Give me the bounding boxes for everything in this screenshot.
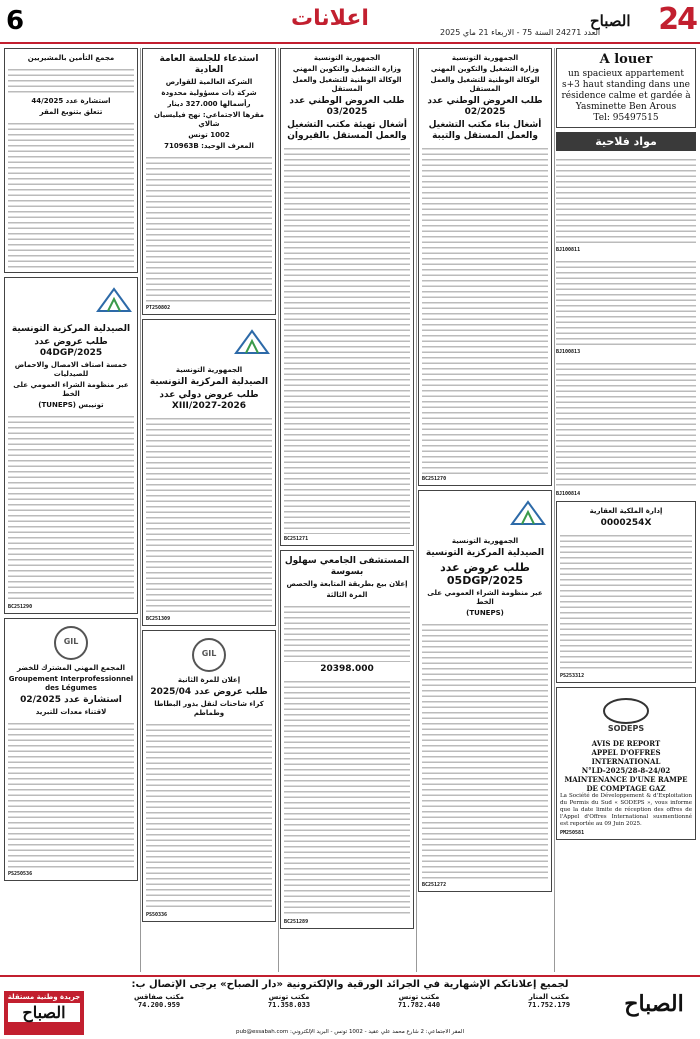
ad-heading: طلب عروض عدد 2025/04 [150, 686, 268, 697]
issue-info: العدد 24271 السنة 75 - الاربعاء 21 ماي 2025 [440, 28, 601, 37]
ad-subtitle: خمسة اصناف الامصال والاحماض للصيدليات [14, 360, 128, 378]
ad-heading: استشارة عدد 02/2025 [20, 694, 122, 705]
ad-title: الجمهورية التونسية [175, 365, 243, 374]
avis-title: AVIS DE REPORT [591, 739, 661, 748]
ad-org-fr: Groupement Interprofessionnel des Légumes [8, 674, 134, 692]
ad-body [8, 412, 134, 602]
ad-ref: PT250802 [146, 305, 171, 311]
ad-address-2: 1002 تونس [188, 131, 230, 139]
ad-notice: استشارة عدد 44/2025 [31, 97, 111, 105]
column-c [142, 48, 276, 972]
ad-body [146, 414, 272, 614]
ad-ref: PS50336 [146, 911, 168, 918]
ad-ref: PM250581 [560, 830, 585, 836]
ad-ref: BC251272 [422, 881, 447, 888]
ad-body [146, 153, 272, 303]
gie-logo-icon: GIL [54, 626, 88, 660]
ad-subtitle-2: (TUNEPS) [466, 608, 504, 617]
ad-body [8, 65, 134, 95]
ad-hospital [280, 550, 414, 929]
section-title: اعلانات [291, 6, 369, 31]
footer-address: المقر الاجتماعي: 2 شارع محمد علي عقيد - 1002 تونس - البريد الإلكتروني: pub@essabah.com [235, 1029, 464, 1035]
column-b [280, 48, 414, 972]
ad-title: المستشفى الجامعي سهلول بسوسة [284, 556, 410, 577]
ad-body-2 [8, 119, 134, 269]
ad-body [560, 531, 692, 671]
ad-subtitle-3: تونيبس (TUNEPS) [38, 400, 104, 409]
column-divider [416, 48, 417, 972]
ad-title: إعلان للمرة الثانية [177, 675, 241, 684]
footer-office-tunis-2 [350, 993, 488, 1027]
ad-subtitle: المرة الثالثة [326, 591, 368, 599]
ad-org: الصيدلية المركزية التونسية [11, 323, 131, 334]
ad-body [146, 720, 272, 910]
agri-notice-2 [556, 257, 696, 347]
office-phone: 71.752.179 [527, 1001, 571, 1009]
footer-logo [4, 991, 84, 1035]
office-name: مكتب صفاقس [133, 993, 185, 1001]
ad-heading: طلب العروض الوطني عدد 02/2025 [427, 96, 543, 117]
ad-rc: المعرف الوحيد: 710963B [164, 142, 254, 150]
office-phone: 71.782.440 [397, 1001, 441, 1009]
footer-office-tunis [220, 993, 358, 1027]
avis-number: N°LD-2025/28-8-24/02 [581, 766, 671, 775]
ad-ref: BJ100813 [556, 349, 581, 355]
pharmacy-logo-icon [232, 327, 272, 357]
ad-heading-2: أشغال بناء مكتب التشغيل والعمل المستقل والتيبة [428, 120, 542, 141]
ad-body [422, 144, 548, 474]
ad-ref: PS250536 [8, 870, 33, 877]
ad-vegetables-consult [4, 618, 138, 881]
column-d [4, 48, 138, 972]
ad-body [284, 602, 410, 662]
ad-subtitle: عبر منظومة الشراء العمومي على الخط [427, 588, 543, 606]
ad-heading: طلب عروض عدد 05DGP/2025 [440, 560, 530, 587]
ad-title: مجمع التأمين بالمشيريين [27, 54, 115, 62]
ad-ref: BC251289 [284, 919, 309, 925]
rent-text: un spacieux appartement s+3 haut standing dans une résidence calme et gardée à Yasminette Ben Arous [561, 69, 691, 112]
office-phone: 71.358.033 [267, 1001, 311, 1009]
ad-general-assembly [142, 48, 276, 315]
ad-body [8, 719, 134, 869]
ad-employment-03 [280, 48, 414, 546]
footer-masthead [614, 991, 694, 1031]
footer-masthead-name: الصباح [624, 991, 684, 1017]
ad-heading-2: أشغال تهيئة مكتب التشغيل والعمل المستقل بالقيروان [287, 120, 407, 141]
footer-office-manar [480, 993, 618, 1027]
ad-pharmacy-05 [418, 490, 552, 892]
ad-subtitle: كراء شاحنات لنقل بذور البطاطا وطماطم [154, 699, 264, 717]
column-divider [554, 48, 555, 972]
office-name: مكتب تونس [398, 993, 440, 1001]
ad-title: المجمع المهني المشترك للخضر [16, 663, 126, 672]
sodeps-logo-icon [596, 695, 656, 735]
ad-ref: BC251290 [8, 603, 33, 610]
pharmacy-logo-icon [508, 498, 548, 528]
ad-heading: طلب العروض الوطني عدد 03/2025 [289, 96, 405, 117]
ad-heading: طلب عروض دولي عدد 2026-XIII/2027 [159, 389, 259, 411]
column-divider [140, 48, 141, 972]
ad-agency: الوكالة الوطنية للتشغيل والعمل المستقل [292, 76, 402, 93]
ad-agency: الوكالة الوطنية للتشغيل والعمل المستقل [430, 76, 540, 93]
ad-pharmacy-04 [4, 277, 138, 614]
ad-ref: BC251309 [146, 615, 171, 622]
gie-logo-icon: GIL [192, 638, 226, 672]
column-e [556, 48, 696, 972]
ad-ref: BC251270 [422, 476, 447, 482]
ad-ref: BJ100814 [556, 491, 581, 497]
ad-ref: BJ100811 [556, 247, 581, 253]
ad-title: الجمهورية التونسية [451, 54, 519, 62]
ad-title: استدعاء للجلسة العامة العادية [159, 54, 259, 75]
office-name: مكتب المنار [528, 993, 570, 1001]
ad-company-type: شركة ذات مسؤولية محدودة [161, 89, 257, 97]
ad-ref-number: 0000254X [600, 518, 652, 528]
ad-notice-2: تتعلق بتنويع المقر [39, 108, 103, 116]
ad-subtitle: وزارة التشغيل والتكوين المهني [292, 65, 402, 73]
page-header [0, 0, 700, 44]
page-footer [0, 975, 700, 1039]
ad-org: الصيدلية المركزية التونسية [425, 547, 545, 558]
ad-capital: رأسمالها 327.000 دينار [167, 100, 251, 108]
logo-name: الصباح [590, 12, 631, 30]
section-band: مواد فلاحية [556, 132, 696, 151]
ad-body [284, 144, 410, 534]
pharmacy-logo-icon [94, 285, 134, 315]
avis-object: MAINTENANCE D'UNE RAMPE DE COMPTAGE GAZ [564, 775, 688, 793]
page-number: 6 [6, 6, 25, 36]
avis-subtitle: APPEL D'OFFRES INTERNATIONAL [591, 748, 661, 766]
footer-logo-tagline: جريدة وطنية مستقلة [7, 993, 81, 1001]
ad-ref: BC251271 [284, 536, 309, 542]
ad-subtitle: لاقتناء معدات للتبريد [35, 707, 107, 716]
column-a [418, 48, 552, 972]
avis-body: La Société de Développement & d'Exploitation du Permis du Sud « SODEPS », vous informe que la date limite de réception des offres de l'Appel d'Offres International susmentionné est reportée au 09 Juin 2025. [560, 793, 692, 827]
office-name: مكتب تونس [268, 993, 310, 1001]
logo-number: 24 [658, 2, 696, 37]
footer-logo-name: الصباح [8, 1003, 80, 1022]
ad-sodeps [556, 687, 696, 840]
rent-title: A louer [599, 52, 653, 67]
ad-subtitle: وزارة التشغيل والتكوين المهني [430, 65, 540, 73]
ad-title: إدارة الملكية العقارية [589, 507, 663, 515]
ad-employment-02 [418, 48, 552, 486]
agri-notice-1 [556, 155, 696, 245]
ad-vegetables-group [142, 630, 276, 922]
ad-heading: طلب عروض عدد 04DGP/2025 [34, 336, 108, 358]
ad-property [556, 501, 696, 683]
ad-body-2 [284, 677, 410, 917]
ad-amount: 20398.000 [320, 664, 374, 674]
ad-body [422, 620, 548, 880]
ad-rent [556, 48, 696, 128]
ad-subtitle-2: عبر منظومة الشراء العمومي على الخط [13, 380, 129, 398]
column-divider [278, 48, 279, 972]
masthead-logo [590, 2, 696, 38]
agri-notice-3 [556, 359, 696, 489]
sodeps-logo-text: SODEPS [607, 724, 645, 733]
footer-title: لجميع إعلاناتكم الإشهارية في الجرائد الورقية والإلكترونية «دار الصباح» يرجى الإتصال ب: [131, 979, 569, 990]
rent-phone: Tel: 95497515 [593, 113, 659, 123]
ad-title: الجمهورية التونسية [313, 54, 381, 62]
office-phone: 74.200.959 [137, 1001, 181, 1009]
ad-org: الصيدلية المركزية التونسية [149, 376, 269, 387]
ad-insurance [4, 48, 138, 273]
ad-ref: PS253312 [560, 673, 585, 679]
ad-heading: إعلان بيع بطريقة المتابعة والحصص [286, 580, 408, 588]
ad-title: الجمهورية التونسية [451, 536, 519, 545]
footer-office-sfax [90, 993, 228, 1027]
ad-address: مقرها الاجتماعي: نهج فيليسيان شالاي [153, 111, 265, 128]
ad-pharmacy-intl [142, 319, 276, 626]
ad-company: الشركة العالمية للقوارص [165, 78, 253, 86]
